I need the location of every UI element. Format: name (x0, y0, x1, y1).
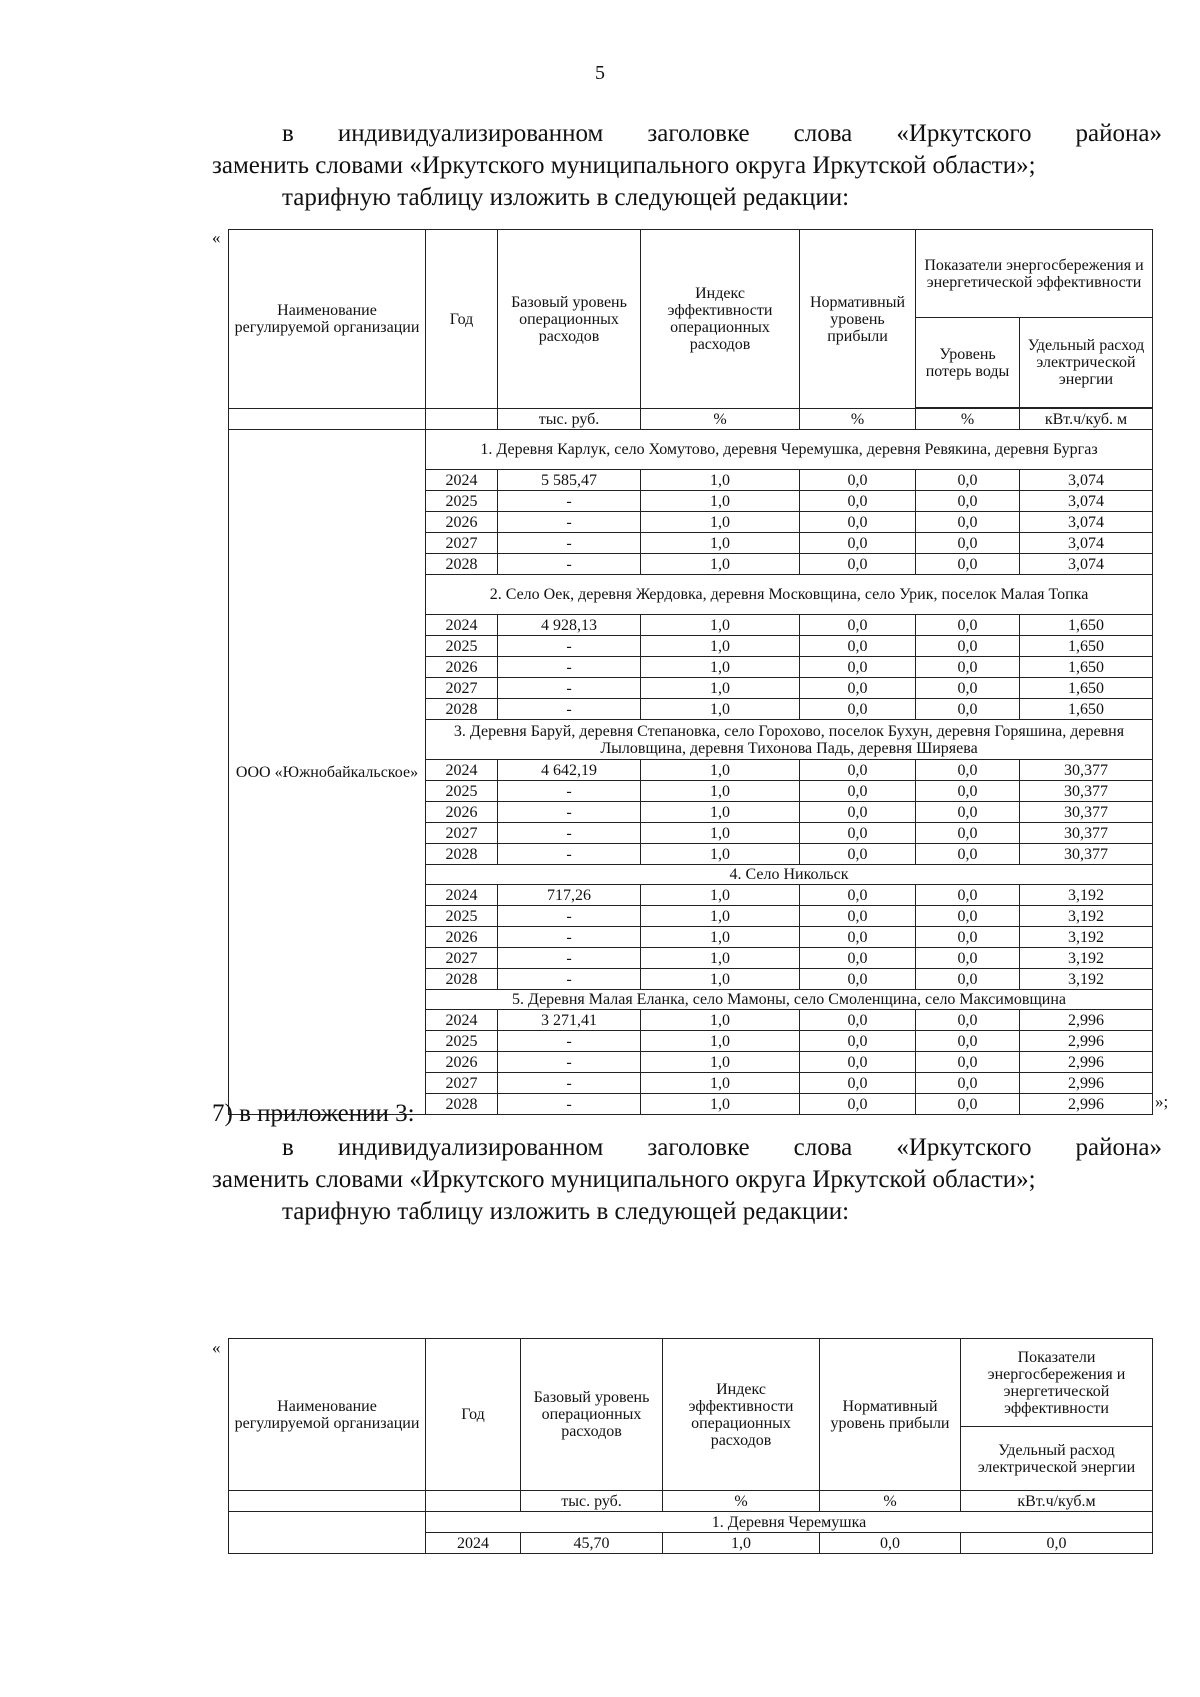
cell-specific: 2,996 (1020, 1073, 1153, 1094)
cell-loss: 0,0 (916, 1052, 1020, 1073)
cell-profit: 0,0 (800, 636, 916, 657)
cell-specific: 1,650 (1020, 678, 1153, 699)
cell-year: 2027 (426, 1073, 498, 1094)
cell-profit: 0,0 (800, 969, 916, 990)
cell-index: 1,0 (641, 844, 800, 865)
cell-year: 2027 (426, 533, 498, 554)
cell-year: 2028 (426, 969, 498, 990)
cell-profit: 0,0 (800, 512, 916, 533)
cell-profit: 0,0 (800, 699, 916, 720)
header-year: Год (426, 230, 498, 409)
t2-row-profit: 0,0 (820, 1533, 961, 1554)
t2-header-year: Год (426, 1339, 521, 1491)
tariff-table-2 (228, 1338, 1153, 1554)
cell-loss: 0,0 (916, 1073, 1020, 1094)
cell-index: 1,0 (641, 1073, 800, 1094)
cell-index: 1,0 (641, 948, 800, 969)
cell-base: - (498, 1052, 641, 1073)
t2-row-base: 45,70 (521, 1533, 663, 1554)
header-org-name: Наименование регулируемой организации (229, 230, 426, 409)
cell-profit: 0,0 (800, 802, 916, 823)
cell-index: 1,0 (641, 969, 800, 990)
cell-profit: 0,0 (800, 781, 916, 802)
header-specific-consumption: Удельный расход электрической энергии (1020, 318, 1153, 408)
cell-base: - (498, 636, 641, 657)
table1-close-quote: »; (1155, 1092, 1169, 1111)
cell-year: 2025 (426, 781, 498, 802)
cell-base: - (498, 1073, 641, 1094)
cell-loss: 0,0 (916, 533, 1020, 554)
cell-base: 3 271,41 (498, 1010, 641, 1031)
cell-base: - (498, 781, 641, 802)
cell-specific: 30,377 (1020, 802, 1153, 823)
cell-profit: 0,0 (800, 823, 916, 844)
cell-base: - (498, 657, 641, 678)
t2-header-base-level: Базовый уровень операционных расходов (521, 1339, 663, 1491)
unit-index: % (641, 409, 800, 430)
unit-loss: % (916, 409, 1020, 430)
cell-loss: 0,0 (916, 1010, 1020, 1031)
cell-base: - (498, 1094, 641, 1115)
cell-profit: 0,0 (800, 1073, 916, 1094)
cell-loss: 0,0 (916, 948, 1020, 969)
unit-base: тыс. руб. (498, 409, 641, 430)
cell-year: 2028 (426, 844, 498, 865)
cell-loss: 0,0 (916, 844, 1020, 865)
group-title: 2. Село Оек, деревня Жердовка, деревня Московщина, село Урик, поселок Малая Топка (426, 575, 1153, 615)
cell-base: - (498, 533, 641, 554)
t2-units-empty (229, 1491, 426, 1512)
t2-row-year: 2024 (426, 1533, 521, 1554)
cell-specific: 30,377 (1020, 781, 1153, 802)
cell-index: 1,0 (641, 1052, 800, 1073)
cell-index: 1,0 (641, 512, 800, 533)
cell-specific: 30,377 (1020, 760, 1153, 781)
cell-year: 2026 (426, 802, 498, 823)
cell-index: 1,0 (641, 823, 800, 844)
cell-specific: 3,192 (1020, 885, 1153, 906)
cell-profit: 0,0 (800, 1094, 916, 1115)
cell-year: 2026 (426, 927, 498, 948)
header-water-loss: Уровень потерь воды (916, 318, 1020, 408)
cell-loss: 0,0 (916, 1094, 1020, 1115)
t2-header-org-name: Наименование регулируемой организации (229, 1339, 426, 1491)
cell-specific: 1,650 (1020, 636, 1153, 657)
cell-base: - (498, 906, 641, 927)
cell-profit: 0,0 (800, 533, 916, 554)
cell-profit: 0,0 (800, 470, 916, 491)
group-title: 3. Деревня Баруй, деревня Степановка, село Горохово, поселок Бухун, деревня Горяшина, деревня Лыловщина, деревня Тихонова Падь, деревня Ширяева (426, 720, 1153, 760)
cell-specific: 3,192 (1020, 969, 1153, 990)
cell-base: - (498, 1031, 641, 1052)
cell-year: 2025 (426, 906, 498, 927)
cell-year: 2025 (426, 491, 498, 512)
cell-year: 2026 (426, 1052, 498, 1073)
cell-year: 2028 (426, 1094, 498, 1115)
cell-profit: 0,0 (800, 948, 916, 969)
header-base-level: Базовый уровень операционных расходов (498, 230, 641, 409)
cell-specific: 30,377 (1020, 823, 1153, 844)
cell-index: 1,0 (641, 657, 800, 678)
cell-base: 717,26 (498, 885, 641, 906)
t2-header-specific-consumption: Удельный расход электрической энергии (961, 1427, 1153, 1491)
section1-line2: заменить словами «Иркутского муниципального округа Иркутской области»; (212, 152, 1036, 179)
section2-line3: тарифную таблицу изложить в следующей редакции: (282, 1198, 850, 1225)
cell-specific: 2,996 (1020, 1094, 1153, 1115)
cell-loss: 0,0 (916, 470, 1020, 491)
cell-loss: 0,0 (916, 657, 1020, 678)
cell-year: 2025 (426, 636, 498, 657)
cell-index: 1,0 (641, 470, 800, 491)
cell-profit: 0,0 (800, 906, 916, 927)
cell-index: 1,0 (641, 678, 800, 699)
cell-year: 2024 (426, 470, 498, 491)
t2-units-year-empty (426, 1491, 521, 1512)
header-energy-indicators: Показатели энергосбережения и энергетической эффективности (916, 230, 1153, 318)
cell-loss: 0,0 (916, 969, 1020, 990)
cell-year: 2028 (426, 699, 498, 720)
cell-index: 1,0 (641, 615, 800, 636)
cell-index: 1,0 (641, 636, 800, 657)
cell-index: 1,0 (641, 906, 800, 927)
cell-loss: 0,0 (916, 823, 1020, 844)
t2-unit-specific: кВт.ч/куб.м (961, 1491, 1153, 1512)
cell-index: 1,0 (641, 554, 800, 575)
section2-line1: в индивидуализированном заголовке слова «Иркутского района» (282, 1134, 1162, 1161)
cell-index: 1,0 (641, 781, 800, 802)
t2-org-cell (229, 1512, 426, 1554)
cell-base: - (498, 948, 641, 969)
cell-year: 2028 (426, 554, 498, 575)
cell-specific: 3,074 (1020, 512, 1153, 533)
cell-index: 1,0 (641, 533, 800, 554)
cell-year: 2027 (426, 678, 498, 699)
cell-profit: 0,0 (800, 554, 916, 575)
cell-year: 2027 (426, 823, 498, 844)
cell-index: 1,0 (641, 1094, 800, 1115)
table1-open-quote: « (212, 228, 221, 247)
page-number: 5 (595, 62, 605, 84)
cell-specific: 3,192 (1020, 927, 1153, 948)
cell-specific: 3,074 (1020, 554, 1153, 575)
cell-index: 1,0 (641, 1010, 800, 1031)
cell-profit: 0,0 (800, 657, 916, 678)
cell-specific: 1,650 (1020, 657, 1153, 678)
cell-index: 1,0 (641, 802, 800, 823)
cell-profit: 0,0 (800, 678, 916, 699)
cell-profit: 0,0 (800, 1031, 916, 1052)
cell-loss: 0,0 (916, 636, 1020, 657)
cell-loss: 0,0 (916, 781, 1020, 802)
t2-group-title: 1. Деревня Черемушка (426, 1512, 1153, 1533)
cell-base: 4 928,13 (498, 615, 641, 636)
unit-specific: кВт.ч/куб. м (1020, 409, 1153, 430)
cell-base: - (498, 802, 641, 823)
cell-specific: 3,192 (1020, 948, 1153, 969)
cell-profit: 0,0 (800, 491, 916, 512)
t2-header-efficiency-index: Индекс эффективности операционных расходов (663, 1339, 820, 1491)
cell-loss: 0,0 (916, 615, 1020, 636)
cell-profit: 0,0 (800, 844, 916, 865)
cell-base: - (498, 844, 641, 865)
cell-profit: 0,0 (800, 760, 916, 781)
cell-loss: 0,0 (916, 554, 1020, 575)
cell-base: - (498, 969, 641, 990)
cell-loss: 0,0 (916, 512, 1020, 533)
cell-loss: 0,0 (916, 699, 1020, 720)
t2-header-profit-level: Нормативный уровень прибыли (820, 1339, 961, 1491)
cell-base: - (498, 554, 641, 575)
cell-specific: 3,074 (1020, 491, 1153, 512)
cell-year: 2026 (426, 657, 498, 678)
cell-year: 2024 (426, 1010, 498, 1031)
cell-index: 1,0 (641, 760, 800, 781)
cell-base: - (498, 512, 641, 533)
t2-unit-profit: % (820, 1491, 961, 1512)
section2-heading: 7) в приложении 3: (212, 1100, 415, 1127)
cell-specific: 1,650 (1020, 615, 1153, 636)
section2-line2: заменить словами «Иркутского муниципального округа Иркутской области»; (212, 1166, 1036, 1193)
cell-base: - (498, 699, 641, 720)
cell-index: 1,0 (641, 1031, 800, 1052)
cell-base: - (498, 927, 641, 948)
org-name: ООО «Южнобайкальское» (229, 430, 426, 1115)
cell-loss: 0,0 (916, 491, 1020, 512)
cell-base: - (498, 823, 641, 844)
header-profit-level: Нормативный уровень прибыли (800, 230, 916, 409)
tariff-table-1 (228, 229, 1153, 1115)
units-year-empty (426, 409, 498, 430)
cell-specific: 2,996 (1020, 1031, 1153, 1052)
t2-unit-index: % (663, 1491, 820, 1512)
group-title: 5. Деревня Малая Еланка, село Мамоны, село Смоленщина, село Максимовщина (426, 990, 1153, 1010)
t2-header-energy-indicators: Показатели энергосбережения и энергетической эффективности (961, 1339, 1153, 1427)
section1-line1: в индивидуализированном заголовке слова «Иркутского района» (282, 120, 1162, 147)
cell-index: 1,0 (641, 885, 800, 906)
t2-unit-base: тыс. руб. (521, 1491, 663, 1512)
cell-loss: 0,0 (916, 678, 1020, 699)
cell-index: 1,0 (641, 699, 800, 720)
cell-year: 2024 (426, 615, 498, 636)
cell-year: 2024 (426, 760, 498, 781)
t2-row-index: 1,0 (663, 1533, 820, 1554)
section1-line3: тарифную таблицу изложить в следующей редакции: (282, 184, 850, 211)
cell-base: 5 585,47 (498, 470, 641, 491)
group-title: 1. Деревня Карлук, село Хомутово, деревня Черемушка, деревня Ревякина, деревня Бургаз (426, 430, 1153, 470)
cell-specific: 2,996 (1020, 1052, 1153, 1073)
cell-loss: 0,0 (916, 760, 1020, 781)
cell-specific: 3,074 (1020, 470, 1153, 491)
cell-specific: 3,192 (1020, 906, 1153, 927)
header-efficiency-index: Индекс эффективности операционных расходов (641, 230, 800, 409)
cell-profit: 0,0 (800, 1052, 916, 1073)
cell-base: 4 642,19 (498, 760, 641, 781)
units-empty (229, 409, 426, 430)
cell-year: 2027 (426, 948, 498, 969)
cell-loss: 0,0 (916, 885, 1020, 906)
cell-loss: 0,0 (916, 802, 1020, 823)
cell-base: - (498, 678, 641, 699)
cell-loss: 0,0 (916, 1031, 1020, 1052)
cell-profit: 0,0 (800, 1010, 916, 1031)
cell-loss: 0,0 (916, 927, 1020, 948)
cell-index: 1,0 (641, 927, 800, 948)
cell-profit: 0,0 (800, 885, 916, 906)
cell-profit: 0,0 (800, 927, 916, 948)
cell-loss: 0,0 (916, 906, 1020, 927)
table2-open-quote: « (212, 1338, 221, 1357)
cell-specific: 1,650 (1020, 699, 1153, 720)
cell-base: - (498, 491, 641, 512)
cell-index: 1,0 (641, 491, 800, 512)
cell-specific: 3,074 (1020, 533, 1153, 554)
unit-profit: % (800, 409, 916, 430)
t2-row-specific: 0,0 (961, 1533, 1153, 1554)
cell-specific: 2,996 (1020, 1010, 1153, 1031)
cell-year: 2026 (426, 512, 498, 533)
cell-year: 2025 (426, 1031, 498, 1052)
cell-profit: 0,0 (800, 615, 916, 636)
cell-year: 2024 (426, 885, 498, 906)
group-title: 4. Село Никольск (426, 865, 1153, 885)
cell-specific: 30,377 (1020, 844, 1153, 865)
